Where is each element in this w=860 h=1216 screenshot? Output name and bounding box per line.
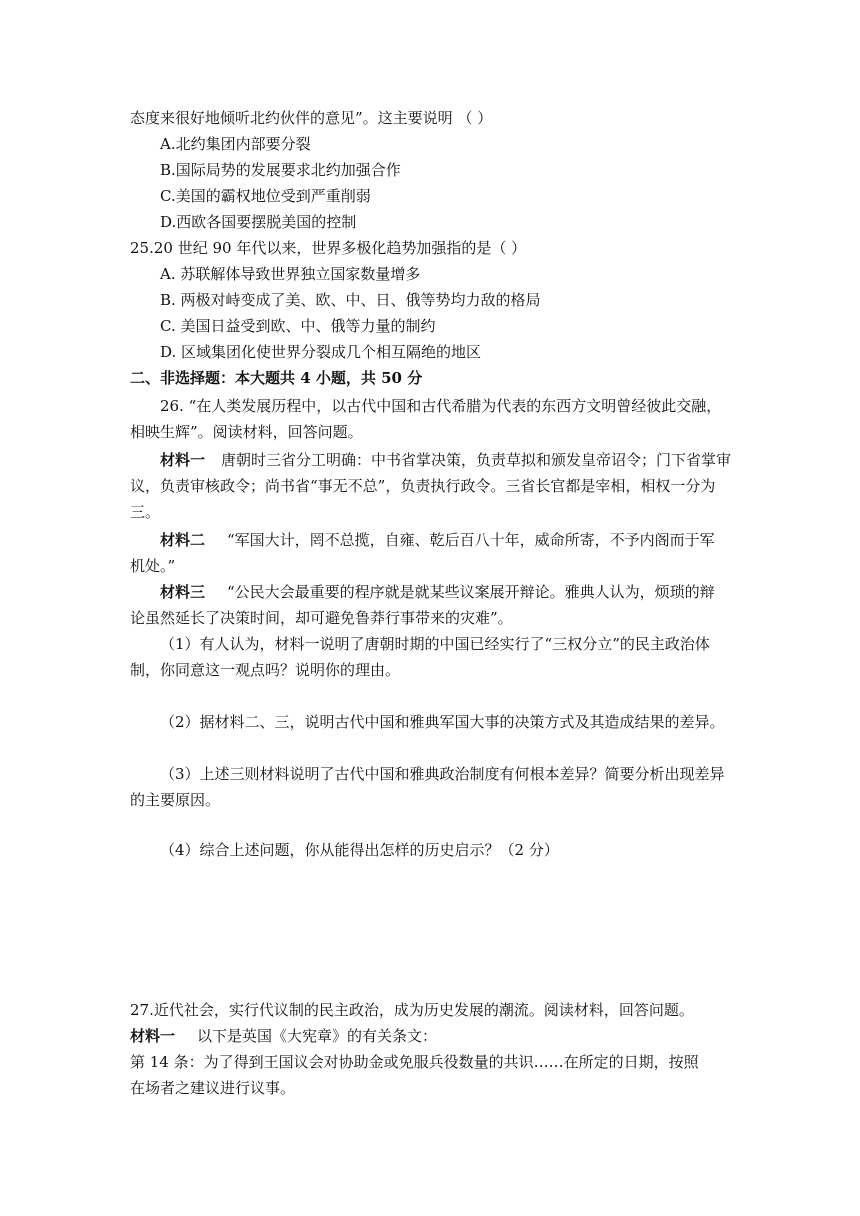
q26-material2-line1 <box>160 530 715 550</box>
q26-material1-line2: 议，负责审核政令；尚书省“事无不总”，负责执行政令。三省长官都是宰相，相权一分为 <box>130 477 716 495</box>
q26-sub1-line2: 制，你同意这一观点吗？说明你的理由。 <box>130 661 401 679</box>
q26-material3-line2: 论虽然延长了决策时间，却可避免鲁莽行事带来的灾难”。 <box>130 609 513 627</box>
q26-stem-line2: 相映生辉”。阅读材料，回答问题。 <box>130 423 363 441</box>
q25-stem: 25.20 世纪 90 年代以来，世界多极化趋势加强指的是（ ） <box>130 239 527 257</box>
q25-option-c: C. 美国日益受到欧、中、俄等力量的制约 <box>160 317 436 335</box>
q27-article14-line1: 第 14 条：为了得到王国议会对协助金或免服兵役数量的共识……在所定的日期，按照 <box>130 1053 699 1071</box>
material2-label: 材料二 <box>160 531 206 549</box>
material3-label: 材料三 <box>160 583 206 601</box>
q26-material3-line1 <box>160 582 715 602</box>
q26-sub3-line1: （3）上述三则材料说明了古代中国和雅典政治制度有何根本差异？简要分析出现差异 <box>160 765 725 783</box>
q24-option-a: A.北约集团内部要分裂 <box>160 135 311 153</box>
q26-sub2: （2）据材料二、三，说明古代中国和雅典军国大事的决策方式及其造成结果的差异。 <box>160 713 725 731</box>
material3-text: “公民大会最重要的程序就是就某些议案展开辩论。雅典人认为，烦琐的辩 <box>227 583 715 601</box>
q27-stem: 27.近代社会，实行代议制的民主政治，成为历史发展的潮流。阅读材料，回答问题。 <box>130 1001 694 1019</box>
q26-material1-line3: 三。 <box>130 503 161 521</box>
q27-material1-line <box>130 1026 437 1046</box>
q27-article14-line2: 在场者之建议进行议事。 <box>130 1079 296 1097</box>
q24-option-d: D.西欧各国要摆脱美国的控制 <box>160 213 357 231</box>
material1-text: 唐朝时三省分工明确：中书省掌决策，负责草拟和颁发皇帝诏令；门下省掌审 <box>221 451 732 469</box>
q24-option-b: B.国际局势的发展要求北约加强合作 <box>160 161 401 179</box>
q27-material1-text: 以下是英国《大宪章》的有关条文： <box>197 1027 438 1045</box>
material1-label: 材料一 <box>160 451 206 469</box>
q26-material1-line1 <box>160 450 731 470</box>
material2-text: “军国大计，罔不总揽，自雍、乾后百八十年，威命所寄，不予内阁而于军 <box>227 531 715 549</box>
q25-option-a: A. 苏联解体导致世界独立国家数量增多 <box>160 265 421 283</box>
q26-stem-line1: 26. “在人类发展历程中，以古代中国和古代希腊为代表的东西方文明曾经彼此交融， <box>160 397 722 415</box>
q26-material2-line2: 机处。” <box>130 557 176 575</box>
q25-option-d: D. 区域集团化使世界分裂成几个相互隔绝的地区 <box>160 343 482 361</box>
q27-material1-label: 材料一 <box>130 1027 176 1045</box>
q26-sub1-line1: （1）有人认为，材料一说明了唐朝时期的中国已经实行了“三权分立”的民主政治体 <box>160 635 710 653</box>
q25-option-b: B. 两极对峙变成了美、欧、中、日、俄等势均力敌的格局 <box>160 291 541 309</box>
q24-option-c: C.美国的霸权地位受到严重削弱 <box>160 187 371 205</box>
section-heading: 二、非选择题：本大题共 4 小题，共 50 分 <box>130 369 423 387</box>
q24-stem-tail: 态度来很好地倾听北约伙伴的意见”。这主要说明 （ ） <box>130 109 493 127</box>
q26-sub3-line2: 的主要原因。 <box>130 791 221 809</box>
q26-sub4: （4）综合上述问题，你从能得出怎样的历史启示？（2 分） <box>160 841 559 859</box>
